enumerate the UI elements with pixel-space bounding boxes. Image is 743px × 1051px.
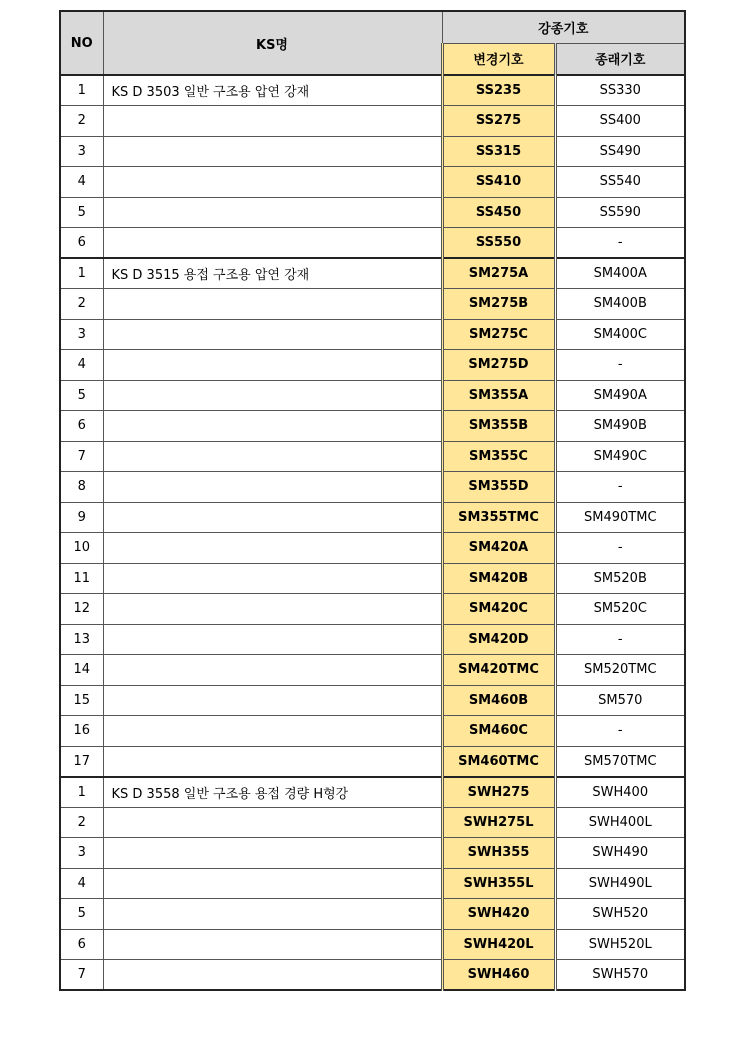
row-old-symbol-cell: - <box>555 624 685 655</box>
row-no-cell: 1 <box>60 777 103 808</box>
table-row <box>60 197 685 228</box>
row-ks-name-cell <box>103 472 442 503</box>
table-row <box>60 441 685 472</box>
row-old-symbol-cell: SM490C <box>555 441 685 472</box>
row-ks-name-cell <box>103 624 442 655</box>
row-no-cell: 4 <box>60 868 103 899</box>
row-no-cell: 10 <box>60 533 103 564</box>
row-new-symbol-cell: SM275C <box>442 319 555 350</box>
table-row <box>60 380 685 411</box>
row-new-symbol-cell: SM355D <box>442 472 555 503</box>
row-new-symbol-cell: SWH275L <box>442 807 555 838</box>
row-ks-name-cell <box>103 899 442 930</box>
table-body <box>60 75 685 990</box>
header-no: NO <box>60 11 103 75</box>
row-no-cell: 3 <box>60 136 103 167</box>
row-old-symbol-cell: SM570TMC <box>555 746 685 777</box>
row-old-symbol-cell: SS590 <box>555 197 685 228</box>
row-no-cell: 6 <box>60 228 103 259</box>
row-no-cell: 2 <box>60 807 103 838</box>
row-new-symbol-cell: SS410 <box>442 167 555 198</box>
row-new-symbol-cell: SM275B <box>442 289 555 320</box>
table-row <box>60 594 685 625</box>
table-row <box>60 899 685 930</box>
row-no-cell: 3 <box>60 319 103 350</box>
row-ks-name-cell: KS D 3503 일반 구조용 압연 강재 <box>103 75 442 106</box>
row-old-symbol-cell: SS490 <box>555 136 685 167</box>
row-old-symbol-cell: SS330 <box>555 75 685 106</box>
table-row <box>60 563 685 594</box>
row-no-cell: 2 <box>60 289 103 320</box>
row-old-symbol-cell: SWH400 <box>555 777 685 808</box>
row-new-symbol-cell: SWH275 <box>442 777 555 808</box>
row-old-symbol-cell: SM490A <box>555 380 685 411</box>
table-row <box>60 289 685 320</box>
row-ks-name-cell <box>103 533 442 564</box>
table-row <box>60 75 685 106</box>
row-no-cell: 1 <box>60 75 103 106</box>
table-row <box>60 258 685 289</box>
table-row <box>60 807 685 838</box>
row-ks-name-cell <box>103 960 442 991</box>
row-ks-name-cell <box>103 197 442 228</box>
row-new-symbol-cell: SM460TMC <box>442 746 555 777</box>
row-new-symbol-cell: SM355C <box>442 441 555 472</box>
row-old-symbol-cell: SWH570 <box>555 960 685 991</box>
row-ks-name-cell <box>103 868 442 899</box>
row-new-symbol-cell: SM355A <box>442 380 555 411</box>
row-no-cell: 3 <box>60 838 103 869</box>
row-ks-name-cell <box>103 228 442 259</box>
row-new-symbol-cell: SM460C <box>442 716 555 747</box>
row-ks-name-cell <box>103 929 442 960</box>
row-no-cell: 5 <box>60 380 103 411</box>
row-new-symbol-cell: SM355B <box>442 411 555 442</box>
row-new-symbol-cell: SM420C <box>442 594 555 625</box>
row-ks-name-cell <box>103 655 442 686</box>
row-old-symbol-cell: SS400 <box>555 106 685 137</box>
row-old-symbol-cell: SWH490L <box>555 868 685 899</box>
table-row <box>60 655 685 686</box>
row-new-symbol-cell: SWH420 <box>442 899 555 930</box>
row-no-cell: 16 <box>60 716 103 747</box>
header-new-symbol: 변경기호 <box>442 43 555 75</box>
table-row <box>60 411 685 442</box>
row-no-cell: 7 <box>60 441 103 472</box>
row-ks-name-cell: KS D 3558 일반 구조용 용접 경량 H형강 <box>103 777 442 808</box>
table-row <box>60 777 685 808</box>
row-new-symbol-cell: SS275 <box>442 106 555 137</box>
row-ks-name-cell <box>103 502 442 533</box>
row-new-symbol-cell: SM420TMC <box>442 655 555 686</box>
row-no-cell: 4 <box>60 167 103 198</box>
row-no-cell: 4 <box>60 350 103 381</box>
table-row <box>60 136 685 167</box>
row-ks-name-cell <box>103 167 442 198</box>
table-row <box>60 685 685 716</box>
table-row <box>60 350 685 381</box>
row-old-symbol-cell: SM520B <box>555 563 685 594</box>
row-no-cell: 8 <box>60 472 103 503</box>
row-new-symbol-cell: SM355TMC <box>442 502 555 533</box>
table-row <box>60 533 685 564</box>
row-no-cell: 2 <box>60 106 103 137</box>
table-row <box>60 716 685 747</box>
row-old-symbol-cell: SM570 <box>555 685 685 716</box>
row-no-cell: 11 <box>60 563 103 594</box>
row-new-symbol-cell: SM420B <box>442 563 555 594</box>
row-new-symbol-cell: SS550 <box>442 228 555 259</box>
row-ks-name-cell <box>103 746 442 777</box>
row-new-symbol-cell: SS315 <box>442 136 555 167</box>
row-ks-name-cell: KS D 3515 용접 구조용 압연 강재 <box>103 258 442 289</box>
row-old-symbol-cell: - <box>555 228 685 259</box>
table-row <box>60 929 685 960</box>
row-no-cell: 13 <box>60 624 103 655</box>
row-old-symbol-cell: SM400B <box>555 289 685 320</box>
row-new-symbol-cell: SS235 <box>442 75 555 106</box>
row-no-cell: 12 <box>60 594 103 625</box>
row-old-symbol-cell: SM490B <box>555 411 685 442</box>
row-old-symbol-cell: SWH490 <box>555 838 685 869</box>
row-ks-name-cell <box>103 563 442 594</box>
row-old-symbol-cell: SM520TMC <box>555 655 685 686</box>
header-grade-symbol: 강종기호 <box>442 11 685 43</box>
row-ks-name-cell <box>103 106 442 137</box>
row-old-symbol-cell: SM400A <box>555 258 685 289</box>
row-new-symbol-cell: SS450 <box>442 197 555 228</box>
row-old-symbol-cell: - <box>555 350 685 381</box>
table-row <box>60 228 685 259</box>
row-ks-name-cell <box>103 716 442 747</box>
row-ks-name-cell <box>103 838 442 869</box>
row-ks-name-cell <box>103 289 442 320</box>
row-ks-name-cell <box>103 441 442 472</box>
row-no-cell: 6 <box>60 411 103 442</box>
row-new-symbol-cell: SM420D <box>442 624 555 655</box>
row-new-symbol-cell: SM275D <box>442 350 555 381</box>
row-old-symbol-cell: - <box>555 472 685 503</box>
row-ks-name-cell <box>103 380 442 411</box>
row-no-cell: 7 <box>60 960 103 991</box>
row-no-cell: 15 <box>60 685 103 716</box>
table-row <box>60 624 685 655</box>
row-new-symbol-cell: SM275A <box>442 258 555 289</box>
table-row <box>60 167 685 198</box>
row-no-cell: 14 <box>60 655 103 686</box>
row-new-symbol-cell: SWH420L <box>442 929 555 960</box>
row-new-symbol-cell: SM460B <box>442 685 555 716</box>
row-no-cell: 9 <box>60 502 103 533</box>
row-ks-name-cell <box>103 319 442 350</box>
row-new-symbol-cell: SWH355L <box>442 868 555 899</box>
row-new-symbol-cell: SM420A <box>442 533 555 564</box>
table-row <box>60 502 685 533</box>
steel-grade-table <box>59 10 686 991</box>
row-old-symbol-cell: SM520C <box>555 594 685 625</box>
header-old-symbol: 종래기호 <box>555 43 685 75</box>
row-old-symbol-cell: SM490TMC <box>555 502 685 533</box>
row-ks-name-cell <box>103 411 442 442</box>
header-ks-name: KS명 <box>103 11 442 75</box>
row-old-symbol-cell: SS540 <box>555 167 685 198</box>
row-no-cell: 6 <box>60 929 103 960</box>
table-row <box>60 319 685 350</box>
row-ks-name-cell <box>103 350 442 381</box>
steel-grade-table-container <box>59 10 684 991</box>
row-old-symbol-cell: - <box>555 716 685 747</box>
table-row <box>60 746 685 777</box>
table-row <box>60 838 685 869</box>
row-old-symbol-cell: SWH520 <box>555 899 685 930</box>
table-row <box>60 106 685 137</box>
row-old-symbol-cell: - <box>555 533 685 564</box>
table-row <box>60 472 685 503</box>
row-old-symbol-cell: SWH400L <box>555 807 685 838</box>
row-old-symbol-cell: SWH520L <box>555 929 685 960</box>
row-new-symbol-cell: SWH460 <box>442 960 555 991</box>
row-ks-name-cell <box>103 807 442 838</box>
row-old-symbol-cell: SM400C <box>555 319 685 350</box>
table-row <box>60 960 685 991</box>
table-header <box>60 11 685 75</box>
row-ks-name-cell <box>103 685 442 716</box>
row-ks-name-cell <box>103 136 442 167</box>
table-row <box>60 868 685 899</box>
row-new-symbol-cell: SWH355 <box>442 838 555 869</box>
row-ks-name-cell <box>103 594 442 625</box>
row-no-cell: 5 <box>60 197 103 228</box>
row-no-cell: 17 <box>60 746 103 777</box>
row-no-cell: 1 <box>60 258 103 289</box>
row-no-cell: 5 <box>60 899 103 930</box>
